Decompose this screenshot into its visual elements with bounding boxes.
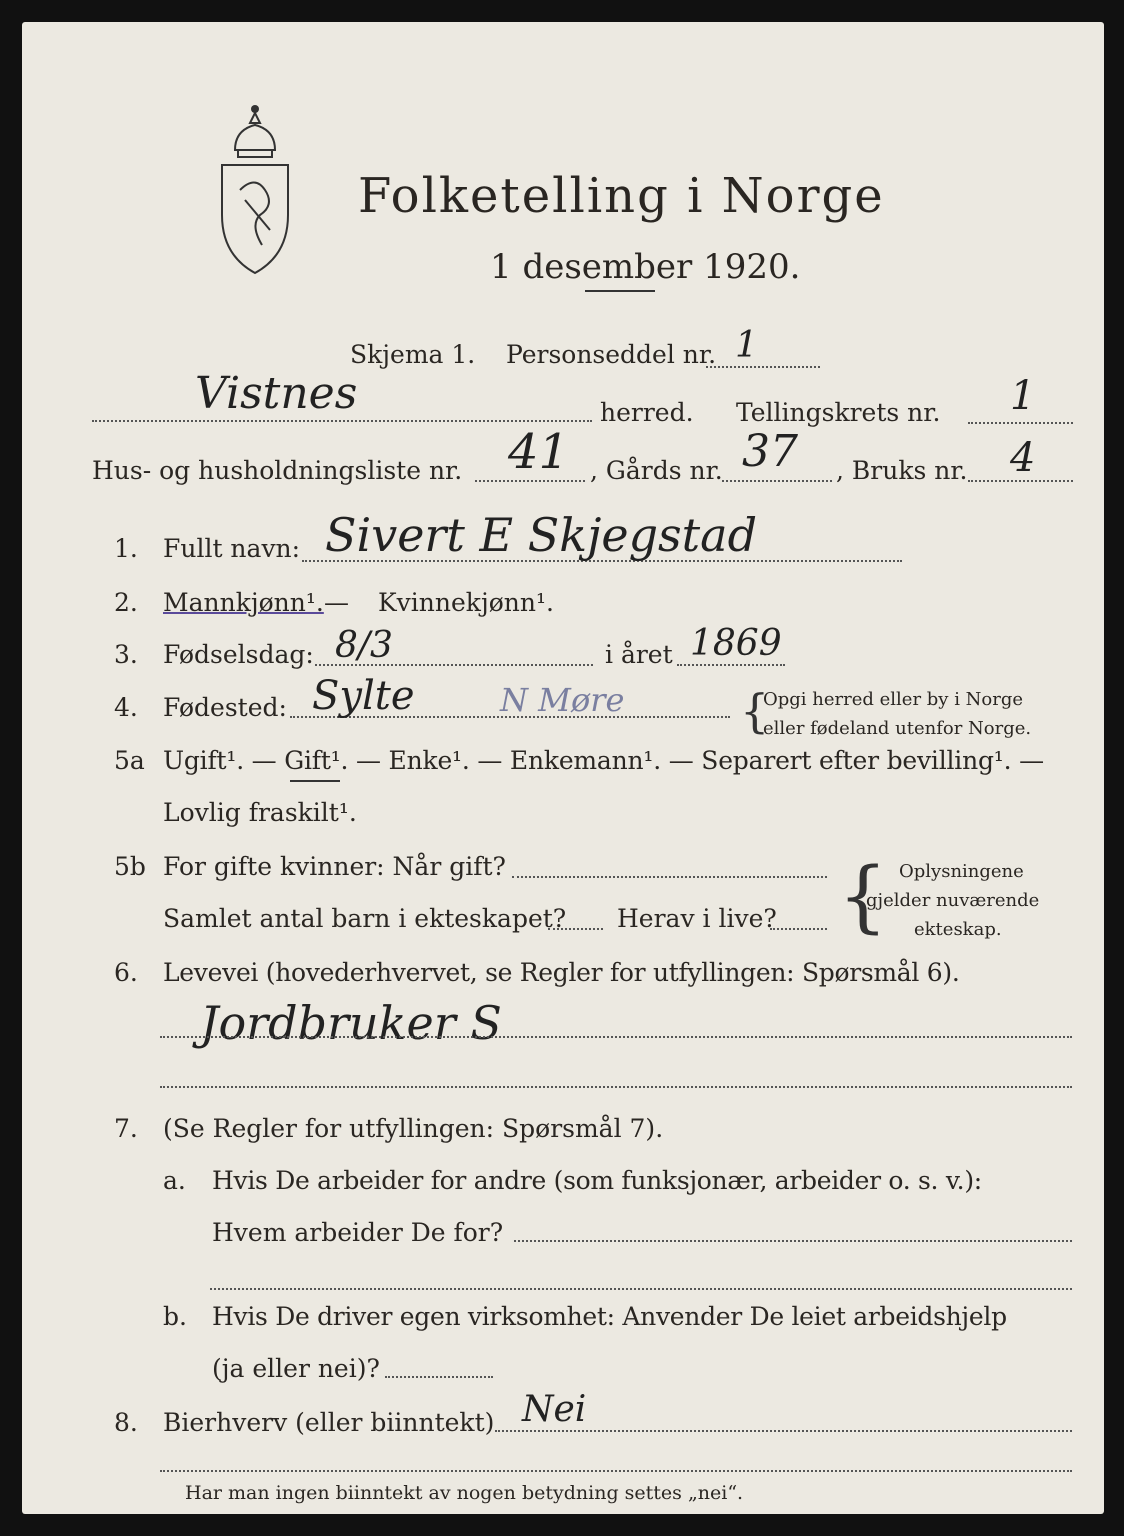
q6-label: Levevei (hovederhvervet, se Regler for utfyllingen: Spørsmål 6). [163, 958, 960, 987]
q5b-label-alive: Herav i live? [617, 904, 777, 933]
personseddel-label: Personseddel nr. [506, 340, 717, 369]
birth-year-value: 1869 [690, 623, 782, 664]
q2-separator: — [324, 588, 349, 617]
q7b-letter: b. [163, 1302, 187, 1331]
marital-status-options: Ugift¹. — Gift¹. — Enke¹. — Enkemann¹. — Separert efter bevilling¹. — [163, 746, 1044, 775]
q7b-text: Hvis De driver egen virksomhet: Anvender De leiet arbeidshjelp [212, 1302, 1007, 1331]
q7a-letter: a. [163, 1166, 186, 1195]
q2-number: 2. [114, 588, 138, 617]
q1-label: Fullt navn: [163, 534, 301, 563]
herred-value: Vistnes [195, 368, 358, 419]
female-option: Kvinnekjønn¹. [378, 588, 554, 617]
q5b-brace: { [838, 852, 888, 942]
title-divider [585, 290, 655, 292]
occupation-field-line1 [160, 1036, 1072, 1038]
year-label: i året [605, 640, 673, 669]
bruks-label: , Bruks nr. [836, 456, 968, 485]
q6-number: 6. [114, 958, 138, 987]
tellingskrets-label: Tellingskrets nr. [736, 398, 941, 427]
herred-label: herred. [600, 398, 694, 427]
husliste-label: Hus- og husholdningsliste nr. [92, 456, 463, 485]
marital-status-divorced: Lovlig fraskilt¹. [163, 798, 357, 827]
husliste-value: 41 [508, 424, 570, 480]
q3-label: Fødselsdag: [163, 640, 314, 669]
personseddel-field [706, 366, 820, 368]
q4-number: 4. [114, 693, 138, 722]
gift-underline [290, 780, 340, 782]
tellingskrets-value: 1 [1010, 373, 1036, 419]
herred-field [92, 420, 592, 422]
gards-field [722, 480, 832, 482]
q8-number: 8. [114, 1408, 138, 1437]
side-income-field-line2 [160, 1470, 1072, 1472]
birth-year-field [677, 664, 785, 666]
census-date: 1 desember 1920. [490, 247, 801, 287]
q5b-label-married: For gifte kvinner: Når gift? [163, 852, 506, 881]
q7a-question: Hvem arbeider De for? [212, 1218, 504, 1247]
children-alive-field [770, 928, 827, 930]
employer-field-line1 [514, 1240, 1072, 1242]
hired-help-field [385, 1376, 493, 1378]
footer-note: Har man ingen biinntekt av nogen betydning settes „nei“. [185, 1482, 744, 1504]
gards-value: 37 [742, 426, 798, 477]
q4-label: Fødested: [163, 693, 287, 722]
q4-brace: { [740, 684, 770, 738]
q5b-note-line2: gjelder nuværende [866, 890, 1040, 911]
full-name-value: Sivert E Skjegstad [325, 508, 758, 562]
q1-number: 1. [114, 534, 138, 563]
q7-label: (Se Regler for utfyllingen: Spørsmål 7). [163, 1114, 664, 1143]
q8-label: Bierhverv (eller biinntekt) [163, 1408, 495, 1437]
personseddel-value: 1 [735, 325, 758, 366]
husliste-field [475, 480, 585, 482]
birthday-value: 8/3 [335, 625, 393, 666]
tellingskrets-field [968, 422, 1073, 424]
children-count-field [548, 928, 603, 930]
bruks-value: 4 [1010, 435, 1036, 481]
occupation-field-line2 [160, 1086, 1072, 1088]
birthplace-region: N Møre [500, 681, 625, 719]
q3-number: 3. [114, 640, 138, 669]
q5b-note-line3: ekteskap. [914, 919, 1002, 940]
q5b-note-line1: Oplysningene [899, 861, 1024, 882]
q5b-number: 5b [114, 852, 146, 881]
side-income-value: Nei [522, 1389, 587, 1430]
male-option: Mannkjønn¹. [163, 588, 324, 617]
q5b-label-children: Samlet antal barn i ekteskapet? [163, 904, 567, 933]
q7a-text: Hvis De arbeider for andre (som funksjonær, arbeider o. s. v.): [212, 1166, 982, 1195]
married-date-field [512, 876, 827, 878]
gards-label: , Gårds nr. [590, 456, 723, 485]
side-income-field [495, 1430, 1072, 1432]
q5a-number: 5a [114, 746, 145, 775]
skjema-label: Skjema 1. [350, 340, 476, 369]
q7-number: 7. [114, 1114, 138, 1143]
occupation-value: Jordbruker S [200, 996, 502, 1050]
q4-note-line1: Opgi herred eller by i Norge [763, 689, 1024, 710]
birthplace-value: Sylte [312, 673, 415, 719]
employer-field-line2 [210, 1288, 1072, 1290]
q7b-question: (ja eller nei)? [212, 1354, 380, 1383]
q4-note-line2: eller fødeland utenfor Norge. [763, 718, 1032, 739]
form-title: Folketelling i Norge [358, 168, 885, 224]
norwegian-coat-of-arms-icon [200, 95, 310, 275]
